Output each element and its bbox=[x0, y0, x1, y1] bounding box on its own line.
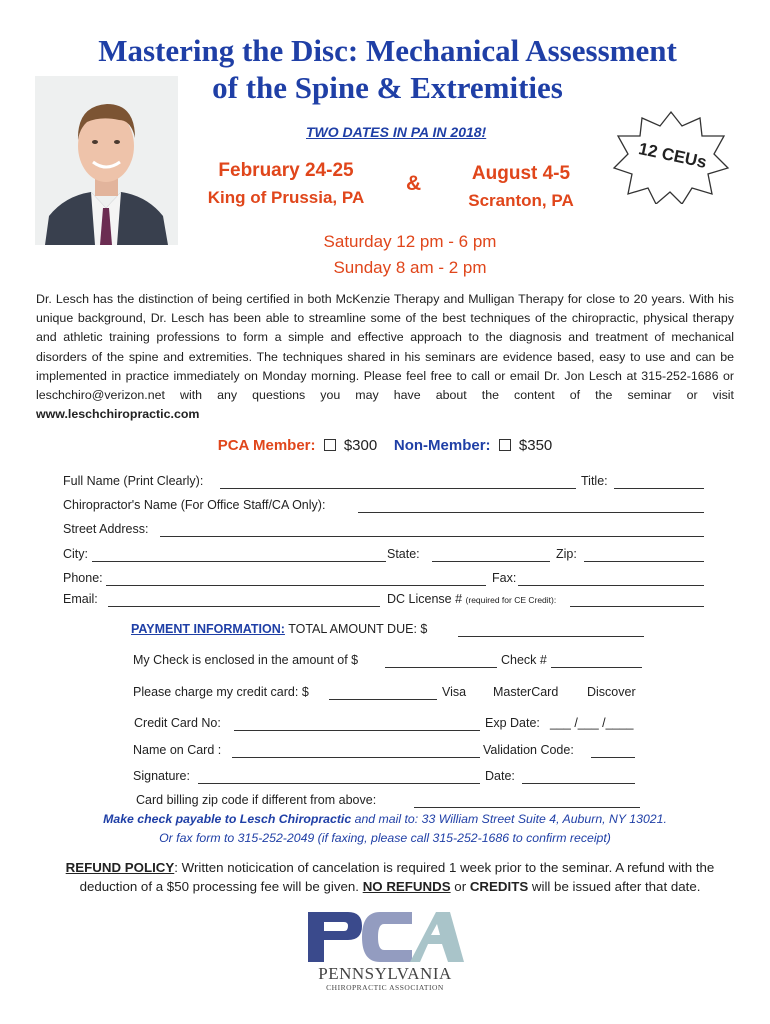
dc-license-field[interactable] bbox=[570, 606, 704, 607]
state-label: State: bbox=[387, 547, 420, 561]
total-label: TOTAL AMOUNT DUE: $ bbox=[288, 622, 428, 636]
date-1: February 24-25 bbox=[218, 160, 354, 181]
card-no-label: Credit Card No: bbox=[134, 716, 221, 730]
card-mastercard[interactable]: MasterCard bbox=[493, 685, 559, 699]
refund-policy bbox=[40, 858, 740, 896]
description-text: Dr. Lesch has the distinction of being certified in both McKenzie Therapy and Mulligan Therapy for close to 20 years. With his unique background, Dr. Lesch has been able to streamline some of the best techniques of the chiropractic, physical therapy and athletic training professions to form a simple and effective approach to the diagnosis and treatment of mechanical disorders of the spine and extremities. The techniques shared in his seminars are evidence based, easy to use and can be implemented in practice immediately on Monday morning. Please feel free to call or email Dr. Jon Lesch at 315-252-1686 or leschchiro@verizon.net with any questions you may have about the content of the seminar or visit bbox=[36, 292, 734, 403]
title-label: Title: bbox=[581, 474, 608, 488]
billing-zip-field[interactable] bbox=[414, 807, 640, 808]
speaker-photo bbox=[35, 76, 178, 245]
logo-name: PENNSYLVANIA bbox=[318, 964, 452, 983]
title-line-2: of the Spine & Extremities bbox=[212, 70, 563, 105]
member-price: $300 bbox=[343, 437, 378, 454]
exp-field[interactable]: ___ /___ /____ bbox=[550, 716, 634, 730]
city-label: City: bbox=[63, 547, 88, 561]
card-no-field[interactable] bbox=[234, 730, 480, 731]
charge-amount-field[interactable] bbox=[329, 699, 437, 700]
ceu-badge bbox=[612, 110, 730, 204]
website-link[interactable]: www.leschchiropractic.com bbox=[36, 407, 200, 422]
payable-to: Make check payable to Lesch Chiropractic bbox=[103, 812, 352, 826]
credits: CREDITS bbox=[469, 879, 529, 894]
refund-or: or bbox=[450, 879, 470, 894]
total-field[interactable] bbox=[458, 636, 644, 637]
check-no-field[interactable] bbox=[551, 667, 642, 668]
phone-label: Phone: bbox=[63, 571, 103, 585]
billing-zip-label: Card billing zip code if different from above: bbox=[136, 793, 377, 807]
state-field[interactable] bbox=[432, 561, 550, 562]
signature-label: Signature: bbox=[133, 769, 190, 783]
card-discover[interactable]: Discover bbox=[587, 685, 636, 699]
payment-heading bbox=[131, 622, 427, 636]
check-no-label: Check # bbox=[501, 653, 547, 667]
email-field[interactable] bbox=[108, 606, 380, 607]
member-label: PCA Member: bbox=[217, 437, 316, 454]
full-name-label: Full Name (Print Clearly): bbox=[63, 474, 204, 488]
description bbox=[36, 290, 734, 424]
refund-text-1: : Written noticication of cancelation is required 1 week prior to the seminar. A refund with the deduction of a $50 processing fee will be given. bbox=[79, 860, 715, 894]
ceu-badge-label: 12 CEUs bbox=[636, 139, 709, 172]
nonmember-checkbox[interactable] bbox=[499, 439, 511, 451]
validation-field[interactable] bbox=[591, 757, 635, 758]
mail-instructions bbox=[0, 810, 770, 848]
validation-label: Validation Code: bbox=[483, 743, 574, 757]
location-1: King of Prussia, PA bbox=[207, 188, 365, 207]
refund-text-2: will be issued after that date. bbox=[528, 879, 701, 894]
date-field[interactable] bbox=[522, 783, 635, 784]
subtitle: TWO DATES IN PA IN 2018! bbox=[306, 124, 487, 140]
no-refunds: NO REFUNDS bbox=[362, 879, 451, 894]
dc-license-text: DC License # bbox=[387, 592, 463, 606]
dc-license-note: (required for CE Credit): bbox=[465, 595, 557, 605]
signature-field[interactable] bbox=[198, 783, 480, 784]
location-2: Scranton, PA bbox=[468, 191, 574, 210]
street-label: Street Address: bbox=[63, 522, 149, 536]
name-on-card-label: Name on Card : bbox=[133, 743, 222, 757]
title-line-1: Mastering the Disc: Mechanical Assessment bbox=[98, 33, 677, 68]
membership-pricing bbox=[0, 437, 770, 454]
member-checkbox[interactable] bbox=[324, 439, 336, 451]
saturday-time: Saturday 12 pm - 6 pm bbox=[323, 232, 497, 251]
nonmember-label: Non-Member: bbox=[393, 437, 491, 454]
phone-field[interactable] bbox=[106, 585, 486, 586]
fax-field[interactable] bbox=[518, 585, 704, 586]
exp-label: Exp Date: bbox=[485, 716, 540, 730]
check-label: My Check is enclosed in the amount of $ bbox=[133, 653, 359, 667]
logo-subtitle: CHIROPRACTIC ASSOCIATION bbox=[326, 983, 444, 992]
chiro-name-field[interactable] bbox=[358, 512, 704, 513]
refund-label: REFUND POLICY bbox=[65, 860, 175, 875]
chiro-name-label: Chiropractor's Name (For Office Staff/CA Only): bbox=[63, 498, 326, 512]
date-block-1 bbox=[196, 160, 376, 208]
nonmember-price: $350 bbox=[518, 437, 553, 454]
charge-label: Please charge my credit card: $ bbox=[133, 685, 309, 699]
dc-license-label bbox=[387, 592, 556, 606]
title-field[interactable] bbox=[614, 488, 704, 489]
street-field[interactable] bbox=[160, 536, 704, 537]
sunday-time: Sunday 8 am - 2 pm bbox=[333, 258, 487, 277]
name-on-card-field[interactable] bbox=[232, 757, 480, 758]
full-name-field[interactable] bbox=[220, 488, 576, 489]
mail-address: and mail to: 33 William Street Suite 4, Auburn, NY 13021. bbox=[351, 812, 667, 826]
check-amount-field[interactable] bbox=[385, 667, 497, 668]
date-label: Date: bbox=[485, 769, 515, 783]
session-times bbox=[0, 229, 770, 281]
card-visa[interactable]: Visa bbox=[442, 685, 467, 699]
city-field[interactable] bbox=[92, 561, 386, 562]
fax-label: Fax: bbox=[492, 571, 517, 585]
zip-label: Zip: bbox=[556, 547, 577, 561]
payment-heading-text: PAYMENT INFORMATION: bbox=[131, 622, 285, 636]
fax-instructions: Or fax form to 315-252-2049 (if faxing, please call 315-252-1686 to confirm receipt) bbox=[159, 831, 611, 845]
ampersand: & bbox=[406, 172, 422, 195]
email-label: Email: bbox=[63, 592, 98, 606]
date-2: August 4-5 bbox=[471, 163, 571, 184]
date-block-2 bbox=[440, 163, 602, 211]
zip-field[interactable] bbox=[584, 561, 704, 562]
